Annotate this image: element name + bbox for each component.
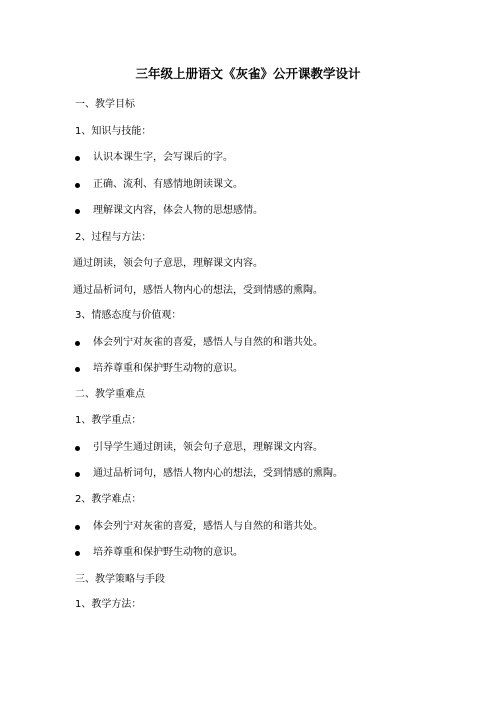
subsection-heading: 2、教学难点： xyxy=(75,494,142,505)
list-item: 正确、流利、有感情地朗读课文。 xyxy=(93,179,243,190)
paragraph: 通过品析词句，感悟人物内心的想法，受到情感的熏陶。 xyxy=(73,285,323,296)
bullet-icon xyxy=(75,209,80,214)
list-item: 认识本课生字，会写课后的字。 xyxy=(93,152,233,163)
list-item: 培养尊重和保护野生动物的意识。 xyxy=(93,547,243,558)
list-item: 体会列宁对灰雀的喜爱，感悟人与自然的和谐共处。 xyxy=(93,337,323,348)
subsection-heading: 1、教学重点： xyxy=(75,415,142,426)
subsection-heading: 1、知识与技能： xyxy=(75,126,152,137)
bullet-icon xyxy=(75,341,80,346)
bullet-icon xyxy=(75,183,80,188)
list-item: 引导学生通过朗读，领会句子意思，理解课文内容。 xyxy=(93,442,323,453)
section-heading: 三、教学策略与手段 xyxy=(75,574,165,585)
bullet-icon xyxy=(75,446,80,451)
bullet-icon xyxy=(75,525,80,530)
list-item: 培养尊重和保护野生动物的意识。 xyxy=(93,363,243,374)
section-heading: 二、教学重难点 xyxy=(75,389,145,400)
bullet-icon xyxy=(75,156,80,161)
list-item: 体会列宁对灰雀的喜爱，感悟人与自然的和谐共处。 xyxy=(93,521,323,532)
bullet-icon xyxy=(75,551,80,556)
bullet-icon xyxy=(75,367,80,372)
subsection-heading: 3、情感态度与价值观： xyxy=(75,310,182,321)
list-item: 理解课文内容，体会人物的思想感情。 xyxy=(93,205,263,216)
section-heading: 一、教学目标 xyxy=(75,99,135,110)
subsection-heading: 1、教学方法： xyxy=(75,599,142,610)
subsection-heading: 2、过程与方法： xyxy=(75,232,152,243)
bullet-icon xyxy=(75,472,80,477)
document-title: 三年级上册语文《灰雀》公开课教学设计 xyxy=(135,66,361,81)
paragraph: 通过朗读，领会句子意思，理解课文内容。 xyxy=(73,258,263,269)
list-item: 通过品析词句，感悟人物内心的想法，受到情感的熏陶。 xyxy=(93,468,343,479)
